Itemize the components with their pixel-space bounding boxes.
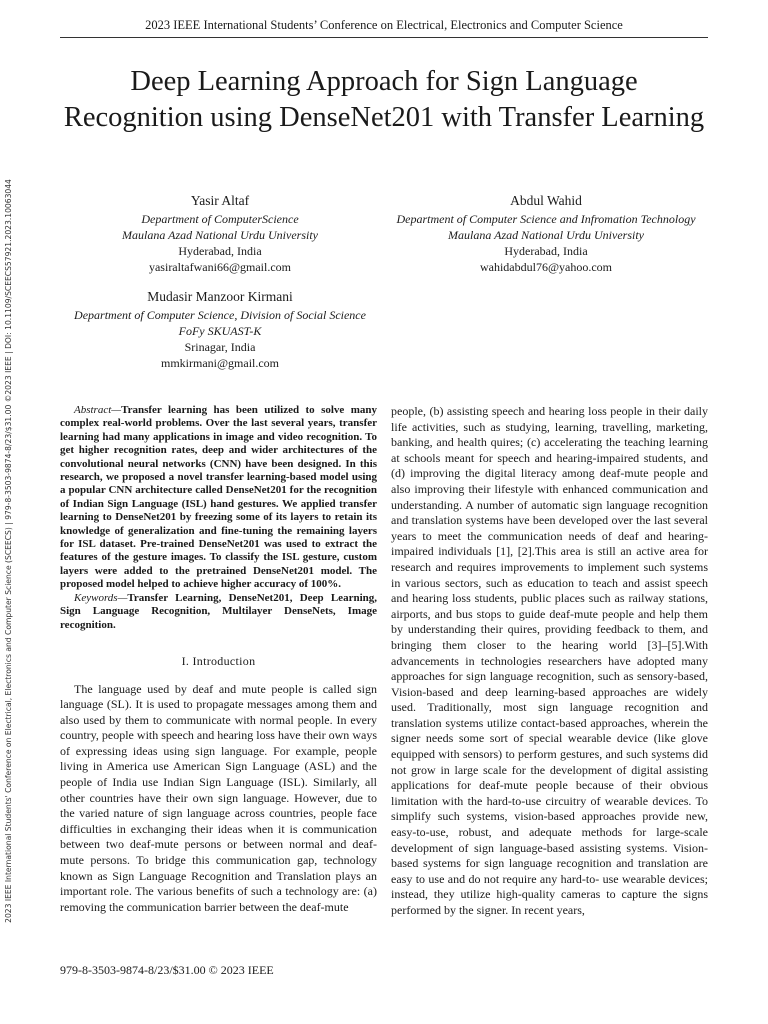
intro-continuation: people, (b) assisting speech and hearing loss people in their daily life activities, such as studying, learning, travelling, marketing, banking, and health quires; (c) accelerating the teaching learning at schools meant for speech and hearing-impaired students, and (d) improving the digital literacy among deaf-mute people and also improving their lifestyle with enhanced communication and understanding. A number of automatic sign language recognition and translation systems have been developed over the last several years to meet the communication needs of deaf and hearing-impaired individuals [1], [2].This area is still an active area for research and requires improvements to implement such systems in various sectors, such as education to teach and assist speech and hearing loss students, public places such as railway stations, airports, and bus stops to guide deaf-mute people and help them by understanding their quires, providing feedback to them, and bringing them closer to the hearing world [3]–[5].With advancements in technologies researchers have adopted many approaches for sign language recognition, such as sensory-based, Vision-based and deep learning-based approaches are widely used. Traditionally, most sign language recognition and translation systems utilize contact-based approaches, wherein the signer needs some sort of special wearable device (like glove equipped with sensors) to perform gestures, and such systems did not grow in large scale for the development of digital assisting applications for deaf-mute people because of their obvious limitation with the hard-to-use circuitry of wearable devices. To simplify such systems, vision-based approaches provide new, easy-to-use, robust, and adequate methods for large-scale development of sign language-based assisting systems. Vision-based systems for sign language recognition and translation are easy to use and do not require any hard-to- use wearable devices; instead, they utilize high-quality cameras to capture the signs performed by the signer. In recent years, <box>391 404 708 917</box>
author-dept: Department of Computer Science, Division of Social Science <box>74 308 366 322</box>
doi-side-note: 2023 IEEE International Students' Conference on Electrical, Electronics and Computer Science (SCEECS) | 979-8-3503-9874-8/23/$31.00 ©2023 IEEE | DOI: 10.1109/SCEECS57921.2023.10063044 <box>4 179 13 923</box>
keywords <box>60 592 377 632</box>
author-city: Hyderabad, India <box>178 244 262 258</box>
author-email: wahidabdul76@yahoo.com <box>479 260 613 274</box>
author-city: Srinagar, India <box>184 340 256 354</box>
author-block-2 <box>376 191 716 275</box>
section-heading: I. Introduction <box>181 653 256 668</box>
conference-header: 2023 IEEE International Students’ Conference on Electrical, Electronics and Computer Science <box>145 18 623 32</box>
author-university: Maulana Azad National Urdu University <box>122 228 318 242</box>
copyright-footer: 979-8-3503-9874-8/23/$31.00 © 2023 IEEE <box>60 963 274 977</box>
intro-paragraph: The language used by deaf and mute people is called sign language (SL). It is used to propagate messages among them and also used by them to communicate with normal people. In every country, people with speech and hearing loss have their own ways of expressing ideas using sign language. For example, people living in America use American Sign Language (ASL) and the people of India use Indian Sign Language (ISL). Similarly, all other countries have their own sign language. However, due to the varied nature of sign language across countries, people face difficulties in exchanging their ideas when it is communication between two deaf-mute persons or between normal and deaf-mute persons. To bridge this communication gap, technology known as Sign Language Recognition and Translation plays an important role. The various benefits of such a technology are: (a) removing the communication barrier between the deaf-mute <box>60 681 377 914</box>
author-name: Mudasir Manzoor Kirmani <box>147 289 293 304</box>
author-email: mmkirmani@gmail.com <box>160 356 280 370</box>
paper-title: Deep Learning Approach for Sign Language Recognition using DenseNet201 with Transfer Learning <box>63 66 705 133</box>
author-email: yasiraltafwani66@gmail.com <box>148 260 291 274</box>
author-name: Yasir Altaf <box>190 193 250 208</box>
author-city: Hyderabad, India <box>504 244 588 258</box>
author-university: FoFy SKUAST-K <box>178 324 262 338</box>
header-divider <box>60 37 708 38</box>
author-name: Abdul Wahid <box>510 193 582 208</box>
left-column <box>60 404 377 915</box>
abstract-text: Transfer learning has been utilized to solve many complex real-world problems. Over the last several years, transfer learning had many applications in image and video recognition. To get higher recognition rates, deep and wider architectures of the convolutional neural networks (CNN) have been designed. In this research, we proposed a novel transfer learning-based model using a popular CNN architecture called DenseNet201 for the recognition of Indian Sign Language (ISL) hand gestures. We applied transfer learning to DenseNet201 by freezing some of its layers to retain its knowledge of generalization and fine-tuning the remaining layers for ISL dataset. Pre-trained DenseNet201 was used to extract the features of the gesture images. To classify the ISL gesture, custom layers were added to the pretrained DenseNet201 model. The proposed model helped to achieve higher accuracy of 100%. <box>60 404 377 591</box>
right-column <box>391 404 708 919</box>
author-university: Maulana Azad National Urdu University <box>448 228 644 242</box>
abstract <box>60 404 377 592</box>
abstract-label: Abstract— <box>74 404 122 416</box>
author-block-3 <box>55 287 385 371</box>
keywords-label: Keywords— <box>74 591 128 604</box>
keywords-text: Transfer Learning, DenseNet201, Deep Learning, Sign Language Recognition, Multilayer DenseNets, Image recognition. <box>60 591 377 631</box>
author-dept: Department of Computer Science and Infromation Technology <box>396 212 696 226</box>
author-dept: Department of ComputerScience <box>141 212 299 226</box>
author-block-1 <box>70 191 370 275</box>
